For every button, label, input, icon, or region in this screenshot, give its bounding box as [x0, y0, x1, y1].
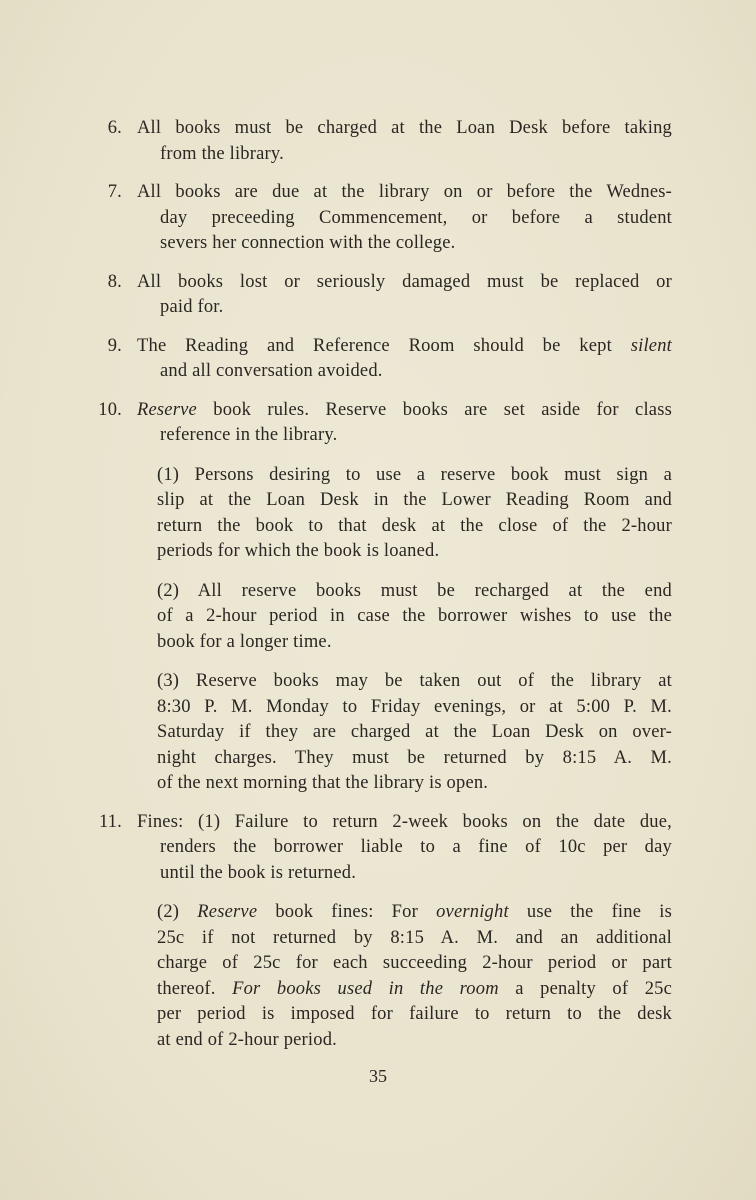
- subrule-line: charge of 25c for each succeeding 2-hour period or part: [157, 953, 672, 973]
- rule-number: 10.: [98, 399, 122, 420]
- rule-number: 11.: [98, 811, 122, 832]
- subrule-line: [157, 900, 672, 926]
- rule-number: 6.: [107, 118, 122, 138]
- subrule-line: night charges. They must be returned by 8:15 A. M.: [157, 747, 672, 768]
- subrule-line: (1) Persons desiring to use a reserve book must sign a: [157, 464, 672, 485]
- rule-text-segment: use the fine is: [508, 902, 672, 922]
- rule-7: [0, 180, 756, 257]
- rule-text-segment: (2): [157, 902, 198, 922]
- rule-line: All books are due at the library on or before the Wednes-: [137, 182, 672, 202]
- rule-6: [0, 116, 756, 167]
- rule-line: Fines: (1) Failure to return 2-week books on the date due,: [137, 811, 672, 832]
- rule-text-segment: a penalty of 25c: [498, 978, 673, 999]
- reserve-subrule-2: [157, 579, 672, 656]
- subrule-line: (3) Reserve books may be taken out of the library at: [157, 671, 672, 691]
- library-rules-text: [0, 116, 756, 1066]
- subrule-line: slip at the Loan Desk in the Lower Reading Room and: [157, 490, 672, 510]
- subrule-line: (2) All reserve books must be recharged at the end: [157, 580, 672, 601]
- rule-text-segment: book rules. Reserve books are set aside for class: [196, 399, 672, 420]
- rule-line: [137, 398, 672, 424]
- emphasis-text: silent: [630, 335, 672, 356]
- rule-line: paid for.: [160, 297, 224, 317]
- emphasis-text: For books used in the room: [232, 978, 499, 999]
- subrule-line: of the next morning that the library is open.: [157, 773, 489, 793]
- subrule-line: 25c if not returned by 8:15 A. M. and an additional: [157, 927, 672, 948]
- subrule-line: Saturday if they are charged at the Loan Desk on over-: [157, 722, 672, 742]
- subrule-line: 8:30 P. M. Monday to Friday evenings, or at 5:00 P. M.: [157, 696, 672, 717]
- rule-line: All books must be charged at the Loan Desk before taking: [137, 118, 672, 138]
- rule-8: [0, 270, 756, 321]
- rule-11: [0, 810, 756, 887]
- rule-text-segment: book fines: For: [257, 902, 437, 922]
- rule-line: and all conversation avoided.: [160, 361, 383, 381]
- subrule-line: book for a longer time.: [157, 631, 332, 652]
- rule-number: 8.: [107, 271, 122, 292]
- rule-10: [0, 398, 756, 449]
- rule-line: day preceeding Commencement, or before a student: [160, 207, 672, 228]
- reserve-subrule-3: [157, 669, 672, 797]
- subrule-line: return the book to that desk at the close of the 2-hour: [157, 515, 672, 536]
- fines-subrule-2: [157, 900, 672, 1053]
- reserve-subrule-1: [157, 463, 672, 565]
- emphasis-text: Reserve: [197, 902, 258, 922]
- rule-line: [137, 334, 672, 360]
- rule-line: severs her connection with the college.: [160, 233, 456, 253]
- subrule-line: per period is imposed for failure to return to the desk: [157, 1004, 672, 1024]
- rule-line: All books lost or seriously damaged must be replaced or: [137, 271, 672, 292]
- page-number: 35: [369, 1066, 387, 1086]
- rule-number: 7.: [107, 182, 122, 202]
- rule-text-segment: thereof.: [157, 978, 233, 999]
- rule-line: reference in the library.: [160, 425, 338, 445]
- rule-line: from the library.: [160, 143, 284, 164]
- emphasis-text: overnight: [436, 902, 509, 922]
- emphasis-text: Reserve: [137, 399, 197, 420]
- rule-number: 9.: [107, 335, 122, 356]
- rule-9: [0, 334, 756, 385]
- subrule-line: at end of 2-hour period.: [157, 1029, 337, 1050]
- rule-line: renders the borrower liable to a fine of 10c per day: [160, 837, 672, 857]
- rule-line: until the book is returned.: [160, 862, 357, 883]
- rule-text-segment: The Reading and Reference Room should be kept: [137, 335, 631, 356]
- subrule-line: of a 2-hour period in case the borrower wishes to use the: [157, 606, 672, 626]
- subrule-line: periods for which the book is loaned.: [157, 541, 440, 561]
- subrule-line: [157, 977, 672, 1003]
